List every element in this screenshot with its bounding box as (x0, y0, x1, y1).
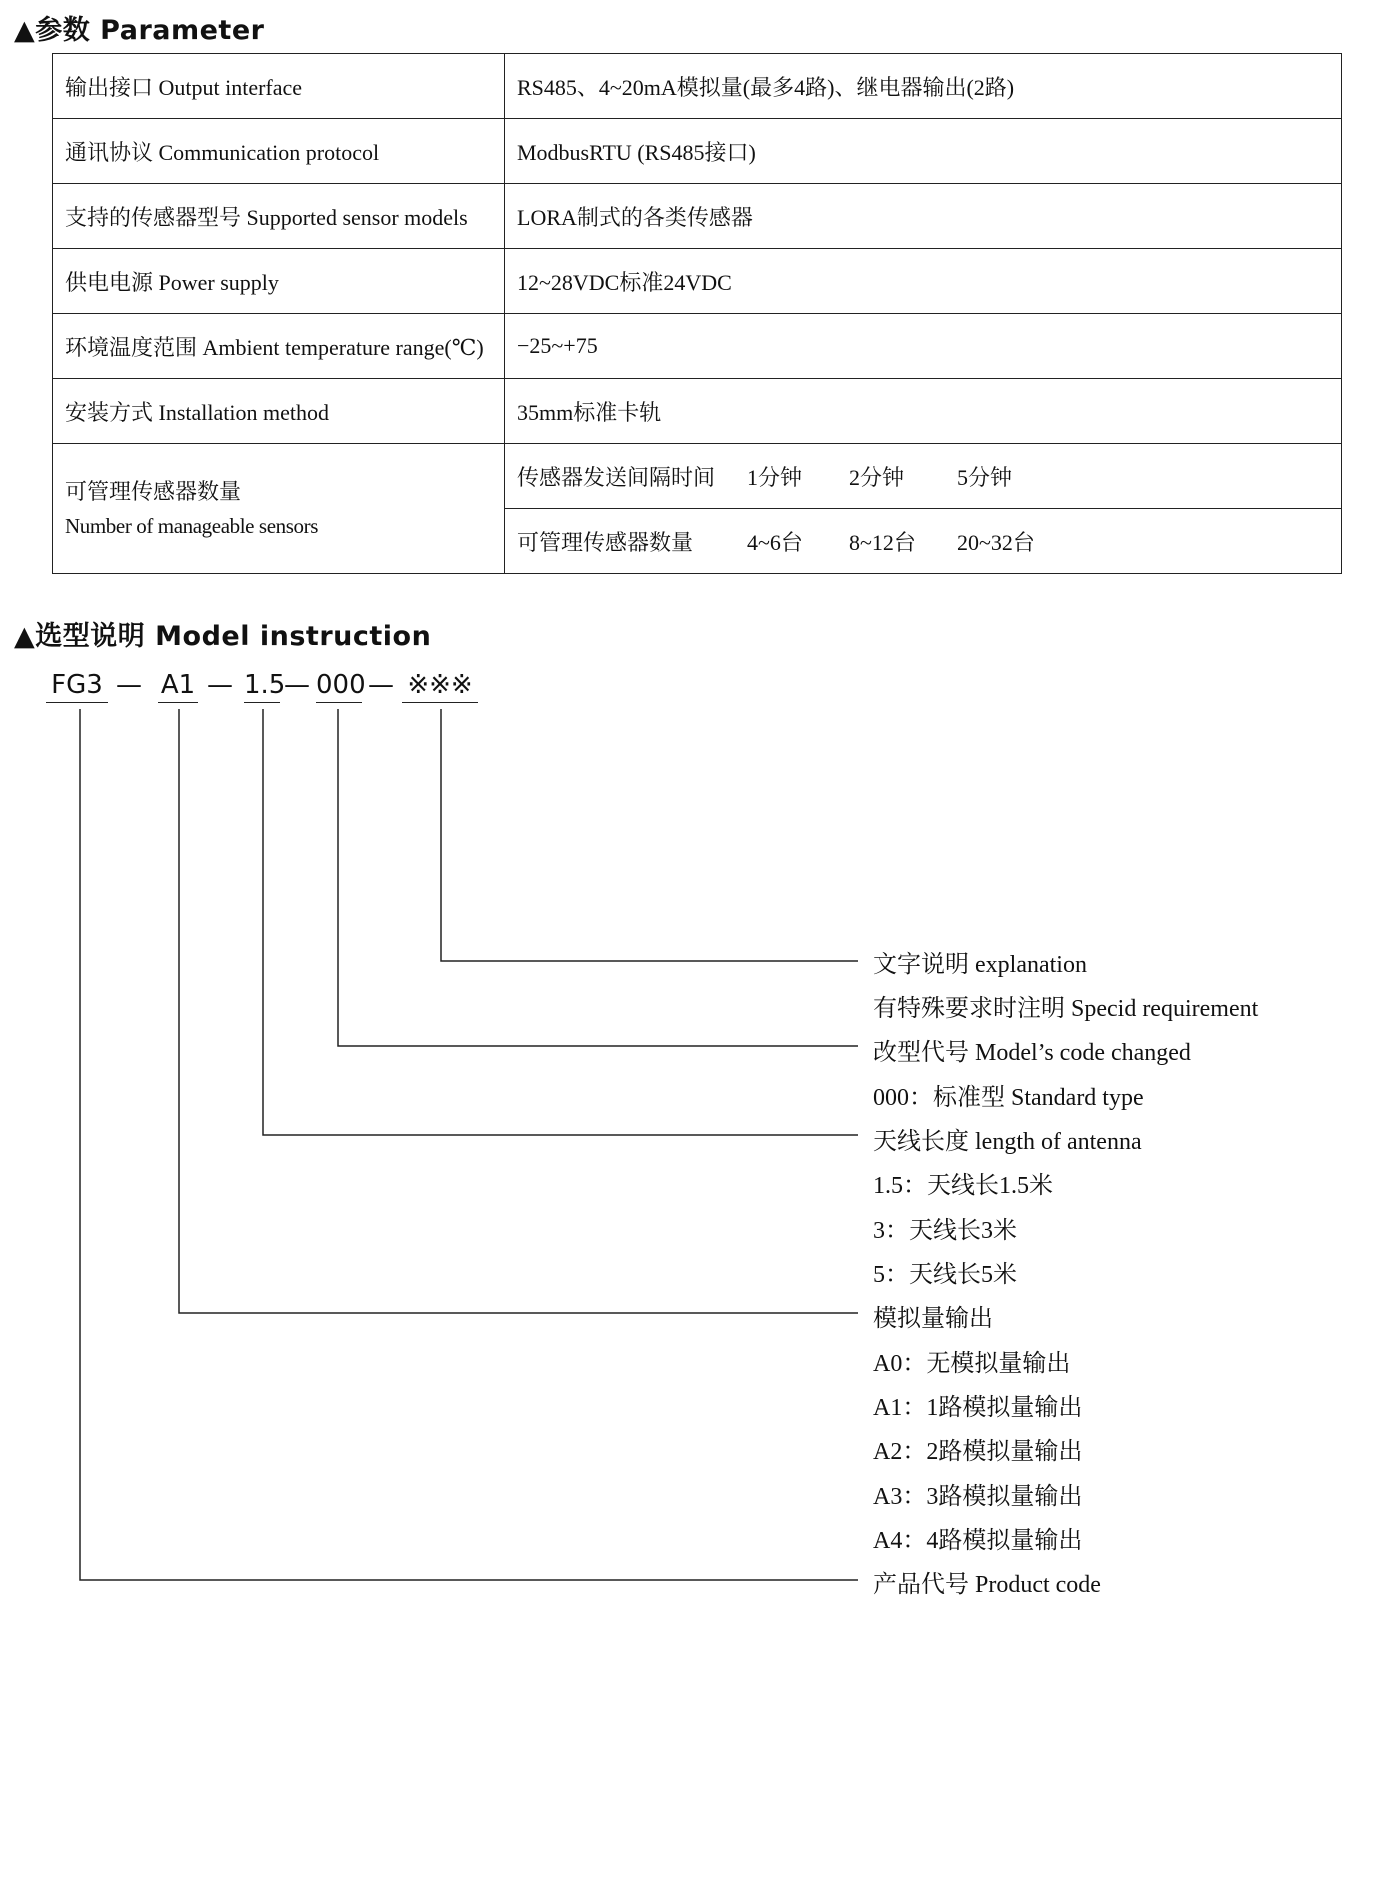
code-part-product: FG3 (46, 670, 108, 703)
code-dash: — (207, 670, 233, 700)
param-label: 供电电源 Power supply (53, 249, 505, 314)
code-part-revision: 000 (316, 670, 362, 703)
count-value: 4~6台 (747, 529, 803, 555)
interval-label: 传感器发送间隔时间 (517, 464, 716, 490)
code-dash: — (368, 670, 394, 700)
count-value: 20~32台 (957, 529, 1035, 555)
explanation-line: 5：天线长5米 (873, 1262, 1017, 1288)
explanation-product-title: 产品代号 Product code (873, 1572, 1101, 1598)
param-value: 12~28VDC标准24VDC (505, 249, 1342, 314)
code-part-antenna: 1.5 (244, 670, 280, 703)
count-label: 可管理传感器数量 (517, 529, 694, 555)
code-dash: — (284, 670, 310, 700)
code-dash: — (116, 670, 142, 700)
code-part-analog: A1 (158, 670, 198, 703)
explanation-line: 000：标准型 Standard type (873, 1085, 1144, 1111)
param-value: RS485、4~20mA模拟量(最多4路)、继电器输出(2路) (505, 54, 1342, 119)
param-label: 通讯协议 Communication protocol (53, 119, 505, 184)
code-part-note: ※※※ (402, 670, 478, 703)
model-section-title: ▲选型说明 Model instruction (14, 621, 432, 652)
param-value: LORA制式的各类传感器 (505, 184, 1342, 249)
explanation-line: A1：1路模拟量输出 (873, 1395, 1083, 1421)
parameter-section-title: ▲参数 Parameter (14, 15, 265, 46)
explanation-line: A4：4路模拟量输出 (873, 1528, 1083, 1554)
param-value: −25~+75 (505, 314, 1342, 379)
explanation-line: A3：3路模拟量输出 (873, 1484, 1083, 1510)
param-label: 安装方式 Installation method (53, 379, 505, 444)
manageable-label-cn: 可管理传感器数量 (65, 478, 242, 504)
interval-value: 2分钟 (849, 464, 905, 490)
explanation-line: 3：天线长3米 (873, 1218, 1017, 1244)
interval-value: 1分钟 (747, 464, 803, 490)
leader-analog (179, 709, 858, 1313)
explanation-line: 1.5：天线长1.5米 (873, 1173, 1053, 1199)
leader-revision (338, 709, 858, 1046)
explanation-note-title: 文字说明 explanation (873, 952, 1087, 978)
explanation-line: A2：2路模拟量输出 (873, 1439, 1083, 1465)
leader-note (441, 709, 858, 961)
param-label: 环境温度范围 Ambient temperature range(℃) (53, 314, 505, 379)
count-value: 8~12台 (849, 529, 916, 555)
manageable-label-en: Number of manageable sensors (65, 513, 318, 538)
explanation-revision-title: 改型代号 Model’s code changed (873, 1040, 1191, 1066)
param-label: 支持的传感器型号 Supported sensor models (53, 184, 505, 249)
param-value: 35mm标准卡轨 (505, 379, 1342, 444)
explanation-line: A0：无模拟量输出 (873, 1351, 1071, 1377)
explanation-antenna-title: 天线长度 length of antenna (873, 1129, 1142, 1155)
param-value: ModbusRTU (RS485接口) (505, 119, 1342, 184)
explanation-line: 有特殊要求时注明 Specid requirement (873, 996, 1259, 1022)
leader-product (80, 709, 858, 1580)
param-label: 输出接口 Output interface (53, 54, 505, 119)
interval-value: 5分钟 (957, 464, 1013, 490)
leader-antenna (263, 709, 858, 1135)
explanation-analog-title: 模拟量输出 (873, 1306, 993, 1332)
